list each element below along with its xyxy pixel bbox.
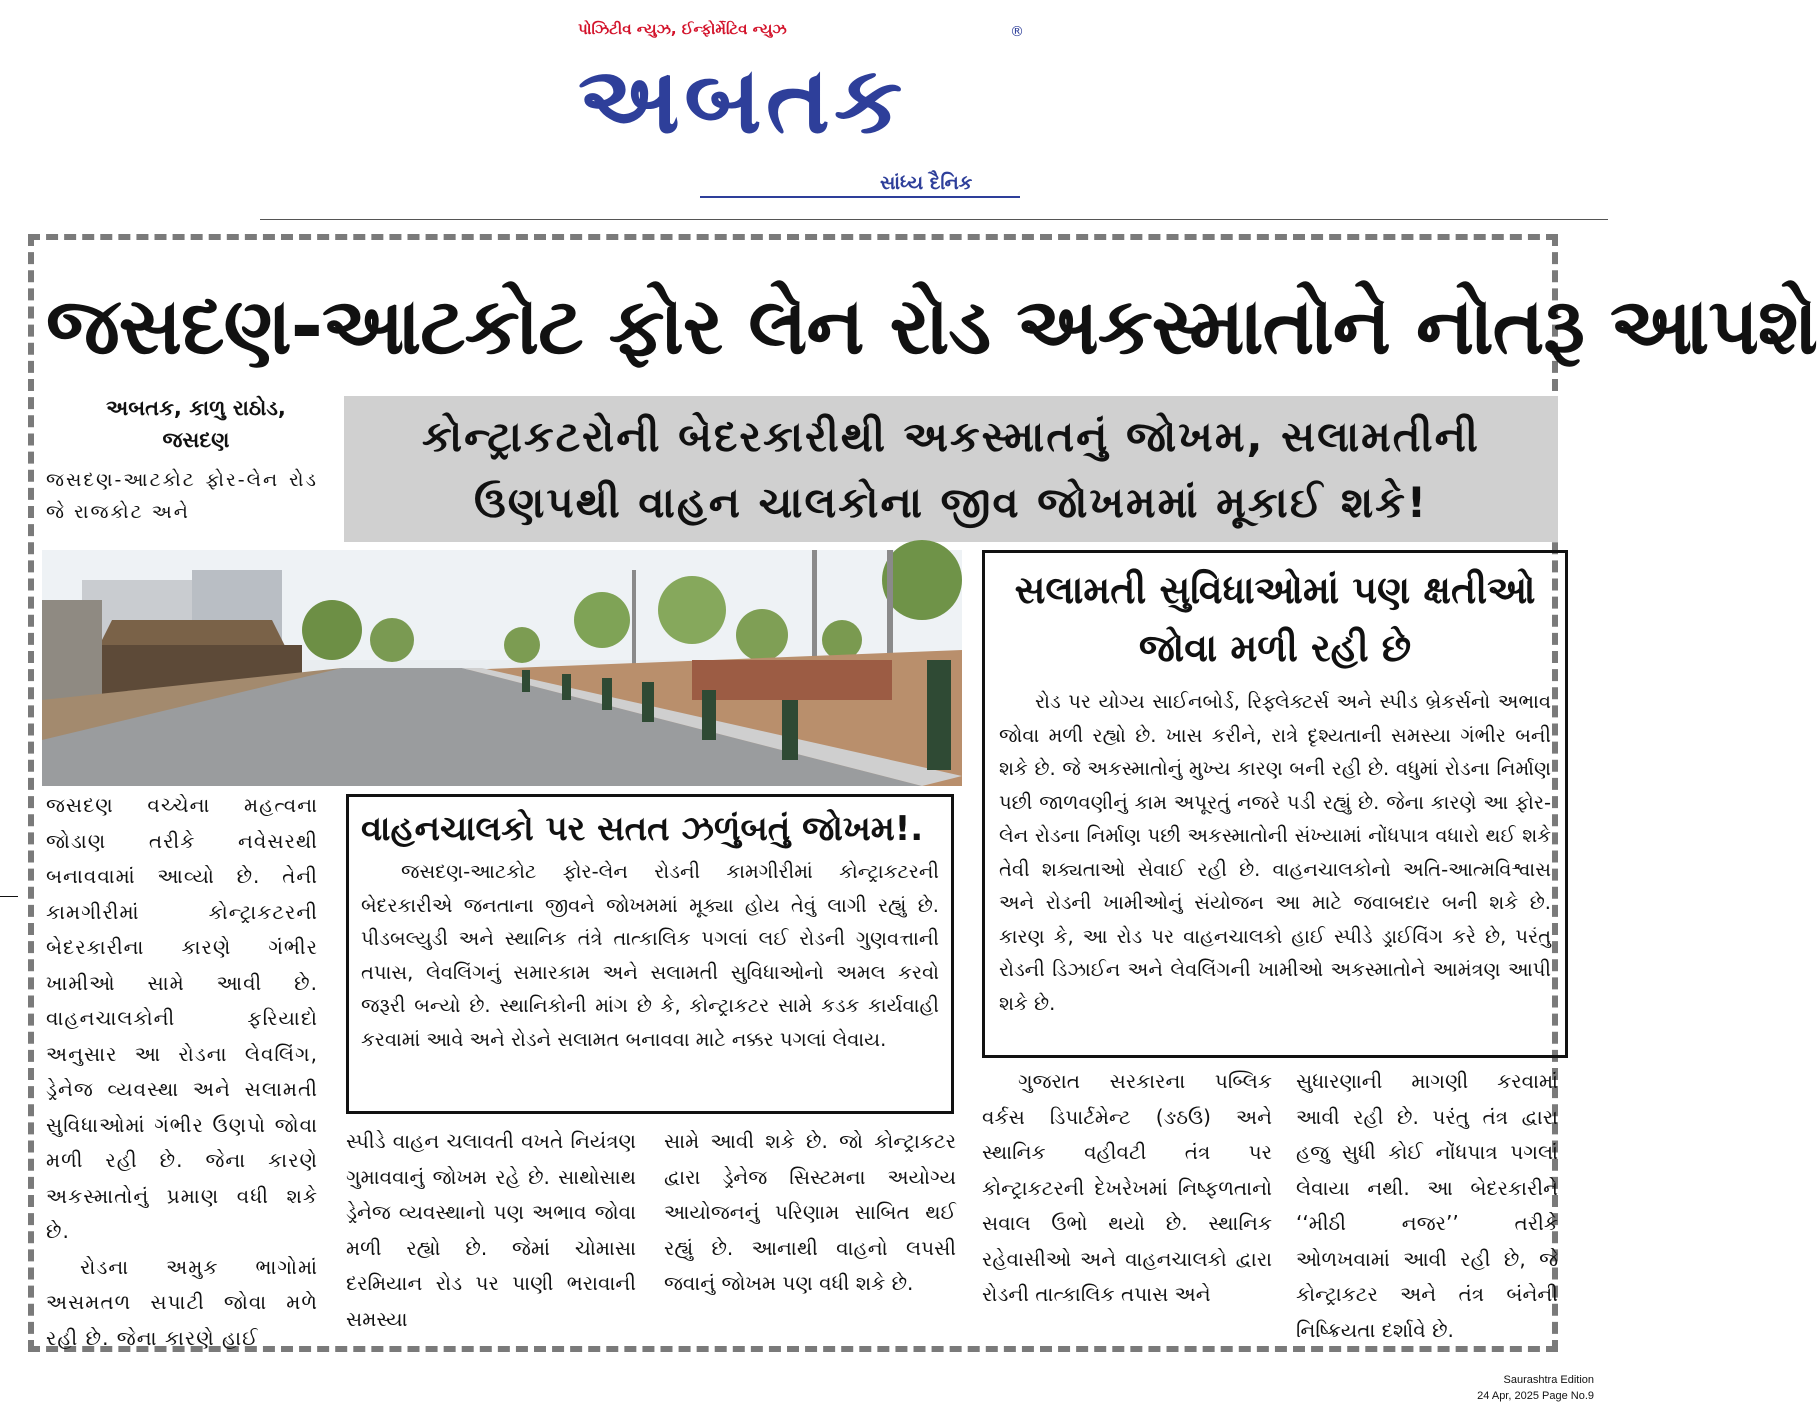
article-column-5: ગુજરાત સરકારના પબ્લિક વર્કસ ડિપાર્ટમેન્ટ (ઙઠઉ) અને સ્થાનિક વહીવટી તંત્ર પર કોન્ટ્રાકટરની દેખરેખમાં નિષ્ફળતાનો સવાલ ઉભો થયો છે. સ્થાનિક રહેવાસીઓ અને વાહનચાલકો દ્વારા રોડની તાત્કાલિક તપાસ અને: [982, 1069, 1272, 1306]
masthead-underline: [700, 196, 1020, 198]
article-subhead: કોન્ટ્રાકટરોની બેદરકારીથી અકસ્માતનું જોખમ, સલામતીની ઉણપથી વાહન ચાલકોના જીવ જોખમમાં મૂકાઈ શકે!: [344, 396, 1558, 542]
sidebar-box-risk: [346, 794, 954, 1114]
article-intro: જસદણ-આટકોટ ફોર-લેન રોડ જે રાજકોટ અને: [46, 469, 318, 523]
byline: [46, 392, 346, 456]
column-1-paragraph: જસદણ વચ્ચેના મહત્વના જોડાણ તરીકે નવેસરથી બનાવવામાં આવ્યો છે. તેની કામગીરીમાં કોન્ટ્રાકટરની બેદરકારીના કારણે ગંભીર ખામીઓ સામે આવી છે. વાહનચાલકોની ફરિયાદો અનુસાર આ રોડના લેવલિંગ, ડ્રેનેજ વ્યવસ્થા અને સલામતી સુવિધાઓમાં ગંભીર ઉણપો જોવા મળી રહી છે. જેના કારણે અકસ્માતોનું પ્રમાણ વધી શકે છે.: [46, 793, 318, 1243]
road-photo: [42, 550, 962, 786]
article-headline: જસદણ-આટકોટ ફોર લેન રોડ અકસ્માતોને નોતરૂ આપશે: [46, 282, 1817, 372]
edition-footer: [1374, 1372, 1594, 1404]
sidebar-box-risk-title: વાહનચાલકો પર સતત ઝળુંબતું જોખમ!.: [361, 809, 924, 849]
article-column-3: સ્પીડે વાહન ચલાવતી વખતે નિયંત્રણ ગુમાવવાનું જોખમ રહે છે. સાથોસાથ ડ્રેનેજ વ્યવસ્થાનો પણ અભાવ જોવા મળી રહ્યો છે. જેમાં ચોમાસા દરમિયાન રોડ પર પાણી ભરાવાની સમસ્યા: [346, 1129, 636, 1331]
margin-tick: [0, 896, 18, 897]
newspaper-logo: [578, 42, 1018, 160]
article-column-1: [46, 788, 318, 1356]
masthead-tagline: પોઝિટીવ ન્યુઝ, ઈન્ફોર્મેટિવ ન્યુઝ: [578, 20, 787, 38]
sidebar-box-risk-body: જસદણ-આટકોટ ફોર-લેન રોડની કામગીરીમાં કોન્ટ્રાકટરની બેદરકારીએ જનતાના જીવને જોખમમાં મૂક્યા હોય તેવું લાગી રહ્યું છે. પીડબલ્યુડી અને સ્થાનિક તંત્રે તાત્કાલિક પગલાં લઈ રોડની ગુણવત્તાની તપાસ, લેવલિંગનું સમારકામ અને સલામતી સુવિધાઓનો અમલ કરવો જરૂરી બન્યો છે. સ્થાનિકોની માંગ છે કે, કોન્ટ્રાકટર સામે કડક કાર્યવાહી કરવામાં આવે અને રોડને સલામત બનાવવા માટે નક્કર પગલાં લેવાય.: [361, 860, 939, 1051]
masthead-subname: સાંધ્ય દૈનિક: [880, 172, 973, 194]
sidebar-box-safety-title: સલામતી સુવિધાઓમાં પણ ક્ષતીઓ જોવા મળી રહી છે: [1014, 568, 1536, 670]
sidebar-box-safety-body: રોડ પર યોગ્ય સાઈનબોર્ડ, રિફ્લેક્ટર્સ અને સ્પીડ બ્રેકર્સનો અભાવ જોવા મળી રહ્યો છે. ખાસ કરીને, રાત્રે દૃશ્યતાની સમસ્યા ગંભીર બની શકે છે. જે અકસ્માતોનું મુખ્ય કારણ બની રહી છે. વધુમાં રોડના નિર્માણ પછી જાળવણીનું કામ અપૂરતું નજરે પડી રહ્યું છે. જેના કારણે આ ફોર-લેન રોડના નિર્માણ પછી અકસ્માતોની સંખ્યામાં નોંધપાત્ર વધારો થઈ શકે તેવી શક્યતાઓ સેવાઈ રહી છે. વાહનચાલકોનો અતિ-આત્મવિશ્વાસ અને રોડની ખામીઓનું સંયોજન આ માટે જવાબદાર બની શકે છે. કારણ કે, આ રોડ પર વાહનચાલકો હાઈ સ્પીડે ડ્રાઈવિંગ કરે છે, પરંતુ રોડની ડિઝાઈન અને લેવલિંગની ખામીઓ અકસ્માતોને આમંત્રણ આપી શકે છે.: [999, 690, 1551, 1015]
sidebar-box-safety: [982, 550, 1568, 1058]
top-divider: [260, 219, 1608, 220]
byline-place: જસદણ: [162, 428, 230, 452]
road-photo-image: [42, 550, 962, 786]
edition-name: Saurashtra Edition: [1503, 1374, 1594, 1386]
logo-text: અબતક: [578, 47, 907, 154]
article-column-4: સામે આવી શકે છે. જો કોન્ટ્રાકટર દ્વારા ડ્રેનેજ સિસ્ટમના અયોગ્ય આયોજનનું પરિણામ સાબિત થઈ રહ્યું છે. આનાથી વાહનો લપસી જવાનું જોખમ પણ વધી શકે છે.: [664, 1129, 956, 1295]
column-1-paragraph-2: રોડના અમુક ભાગોમાં અસમતળ સપાટી જોવા મળે રહી છે. જેના કારણે હાઈ: [46, 1254, 318, 1350]
edition-date-page: 24 Apr, 2025 Page No.9: [1477, 1390, 1594, 1402]
byline-author: અબતક, કાળુ રાઠોડ,: [106, 396, 286, 420]
article-column-6: સુધારણાની માગણી કરવામાં આવી રહી છે. પરંતુ તંત્ર દ્વારા હજુ સુધી કોઈ નોંધપાત્ર પગલાં લેવાયા નથી. આ બેદરકારીને ‘‘મીઠી નજર’’ તરીકે ઓળખવામાં આવી રહી છે, જે કોન્ટ્રાકટર અને તંત્ર બંનેની નિષ્ક્રિયતા દર્શાવે છે.: [1296, 1069, 1558, 1342]
registered-mark: ®: [1010, 24, 1024, 40]
